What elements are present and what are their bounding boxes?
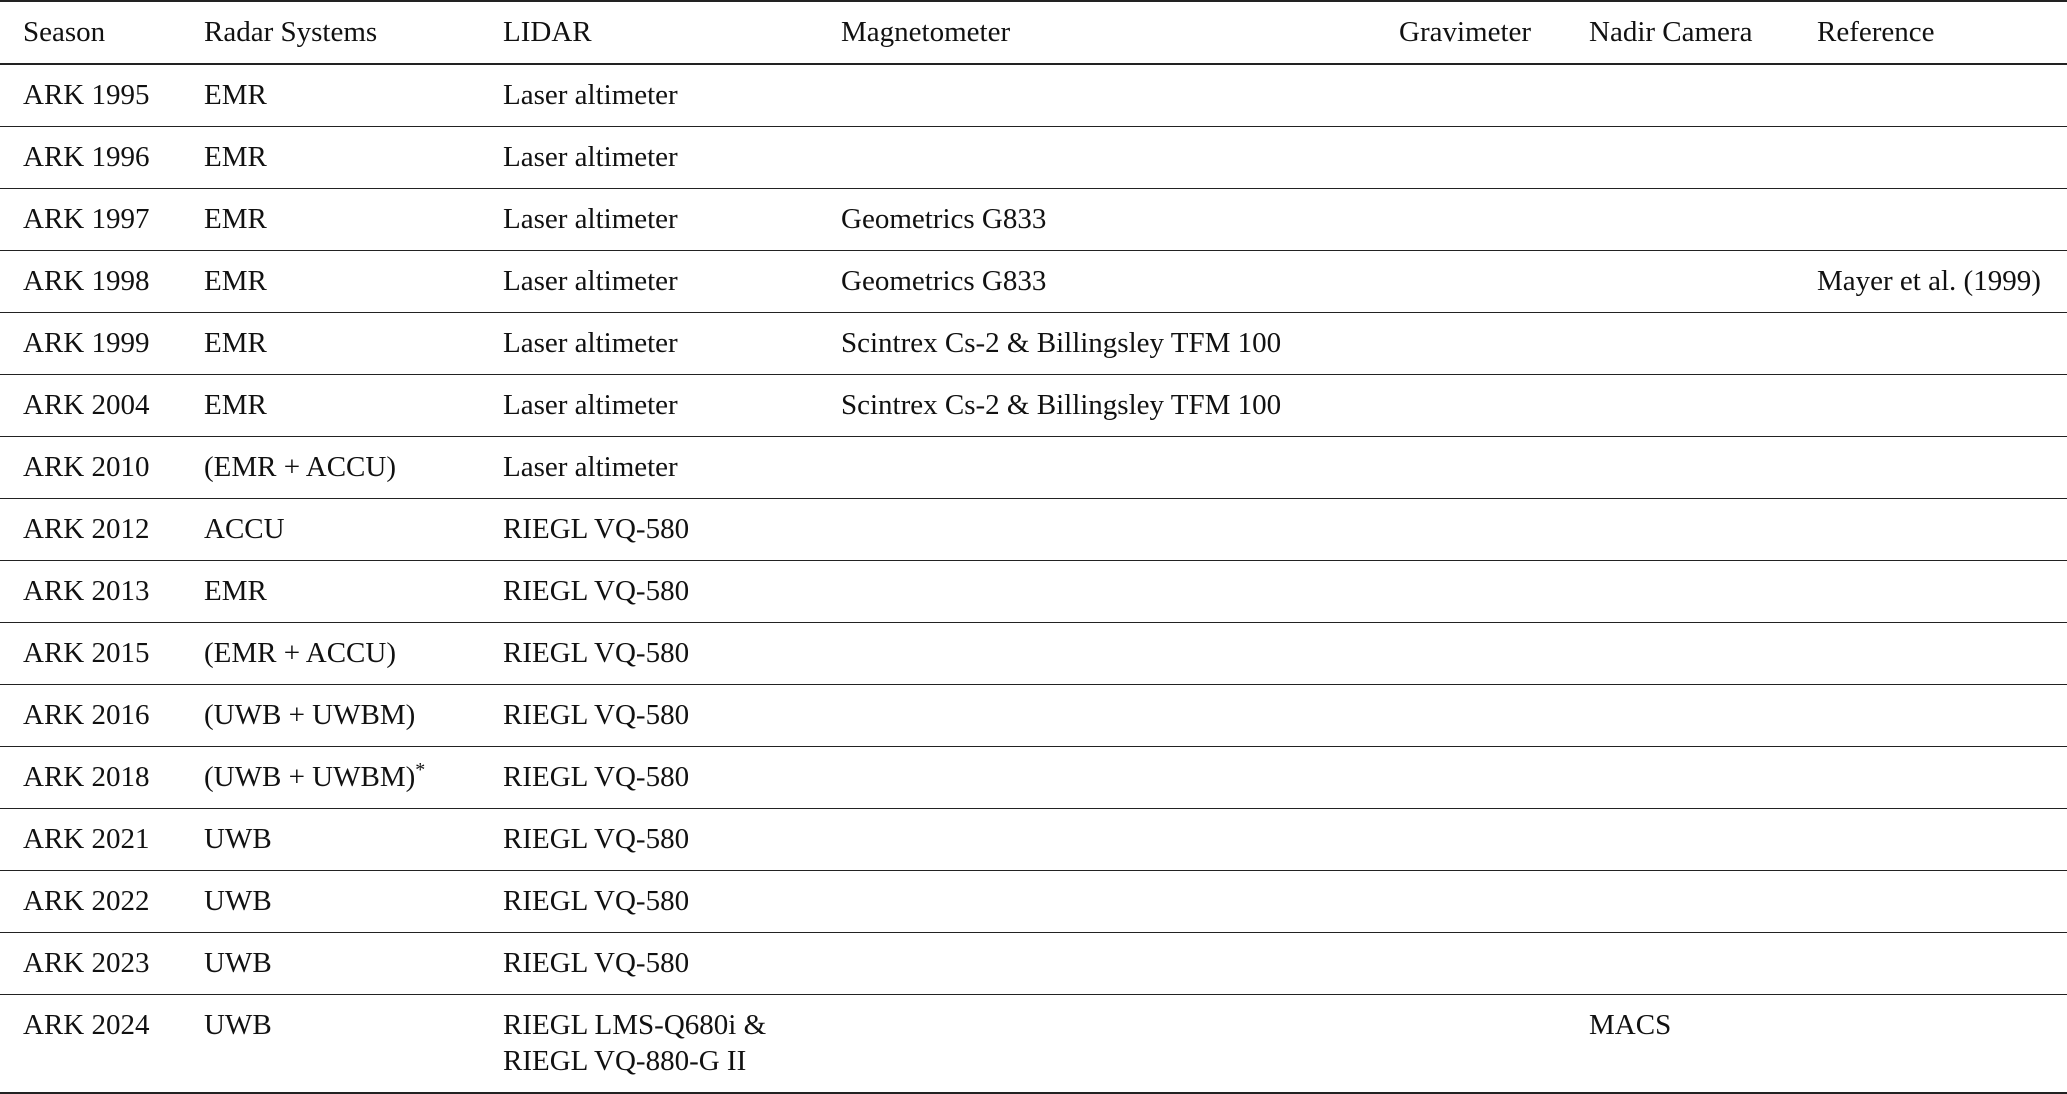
cell-lidar	[480, 313, 818, 375]
header-reference: Reference	[1817, 16, 1935, 48]
cell-gravimeter	[1376, 685, 1566, 747]
cell-radar-systems	[181, 313, 480, 375]
table-row	[0, 251, 2067, 313]
cell-gravimeter	[1376, 499, 1566, 561]
cell-nadir-camera	[1566, 375, 1794, 437]
table-row	[0, 623, 2067, 685]
radar-systems-text: ACCU	[204, 513, 285, 545]
cell-magnetometer	[818, 871, 1376, 933]
table-row	[0, 685, 2067, 747]
cell-nadir-camera	[1566, 561, 1794, 623]
cell-reference	[1794, 809, 2067, 871]
radar-systems-text: UWB	[204, 947, 272, 979]
table-row	[0, 995, 2067, 1094]
cell-gravimeter	[1376, 995, 1566, 1094]
table-row	[0, 499, 2067, 561]
lidar-line: Laser altimeter	[503, 203, 678, 235]
cell-lidar	[480, 623, 818, 685]
radar-systems-text: UWB	[204, 885, 272, 917]
cell-magnetometer	[818, 64, 1376, 127]
lidar-line: RIEGL VQ-580	[503, 761, 690, 793]
cell-reference: Mayer et al. (1999)	[1817, 265, 2041, 297]
cell-magnetometer: Scintrex Cs-2 & Billingsley TFM 100	[841, 327, 1282, 359]
cell-lidar	[480, 437, 818, 499]
cell-lidar	[480, 64, 818, 127]
cell-radar-systems	[181, 623, 480, 685]
lidar-line: Laser altimeter	[503, 79, 678, 111]
cell-lidar	[480, 809, 818, 871]
radar-systems-text: (UWB + UWBM)	[204, 761, 416, 793]
header-lidar: LIDAR	[503, 16, 592, 48]
cell-reference	[1794, 127, 2067, 189]
cell-reference	[1794, 623, 2067, 685]
cell-radar-systems	[181, 64, 480, 127]
cell-lidar	[480, 995, 818, 1094]
cell-season: ARK 2010	[23, 451, 150, 483]
cell-lidar	[480, 127, 818, 189]
radar-systems-text: (EMR + ACCU)	[204, 637, 396, 669]
table-row	[0, 561, 2067, 623]
cell-gravimeter	[1376, 375, 1566, 437]
radar-systems-text: EMR	[204, 575, 267, 607]
footnote-mark: *	[415, 759, 426, 781]
cell-gravimeter	[1376, 64, 1566, 127]
cell-radar-systems	[181, 189, 480, 251]
cell-radar-systems	[181, 933, 480, 995]
cell-gravimeter	[1376, 189, 1566, 251]
cell-season: ARK 2016	[23, 699, 150, 731]
cell-season: ARK 1996	[23, 141, 150, 173]
cell-lidar	[480, 189, 818, 251]
lidar-line: RIEGL VQ-880-G II	[503, 1045, 747, 1077]
cell-radar-systems	[181, 251, 480, 313]
radar-systems-text: (EMR + ACCU)	[204, 451, 396, 483]
cell-season: ARK 1998	[23, 265, 150, 297]
cell-gravimeter	[1376, 747, 1566, 809]
table-row	[0, 809, 2067, 871]
cell-reference	[1794, 375, 2067, 437]
cell-reference	[1794, 499, 2067, 561]
cell-radar-systems	[181, 747, 480, 809]
cell-season: ARK 1997	[23, 203, 150, 235]
cell-lidar	[480, 871, 818, 933]
lidar-line: Laser altimeter	[503, 265, 678, 297]
cell-gravimeter	[1376, 871, 1566, 933]
radar-systems-text: UWB	[204, 823, 272, 855]
cell-radar-systems	[181, 685, 480, 747]
cell-season: ARK 2022	[23, 885, 150, 917]
cell-magnetometer	[818, 127, 1376, 189]
cell-lidar	[480, 375, 818, 437]
header-season: Season	[23, 16, 106, 48]
header-nadir-camera: Nadir Camera	[1589, 16, 1753, 48]
table-body	[0, 64, 2067, 1093]
cell-radar-systems	[181, 995, 480, 1094]
lidar-line: RIEGL VQ-580	[503, 885, 690, 917]
header-gravimeter: Gravimeter	[1399, 16, 1532, 48]
cell-nadir-camera	[1566, 313, 1794, 375]
cell-gravimeter	[1376, 623, 1566, 685]
cell-season: ARK 1995	[23, 79, 150, 111]
radar-systems-text: EMR	[204, 265, 267, 297]
cell-reference	[1794, 189, 2067, 251]
cell-nadir-camera	[1566, 809, 1794, 871]
cell-reference	[1794, 995, 2067, 1094]
cell-lidar	[480, 933, 818, 995]
radar-systems-text: EMR	[204, 203, 267, 235]
cell-season: ARK 2015	[23, 637, 150, 669]
header-row	[0, 1, 2067, 64]
cell-nadir-camera	[1566, 64, 1794, 127]
cell-nadir-camera	[1566, 747, 1794, 809]
cell-season: ARK 2004	[23, 389, 150, 421]
cell-reference	[1794, 561, 2067, 623]
table-row	[0, 437, 2067, 499]
table-row	[0, 313, 2067, 375]
cell-nadir-camera	[1566, 499, 1794, 561]
cell-season: ARK 2013	[23, 575, 150, 607]
cell-reference	[1794, 437, 2067, 499]
cell-magnetometer: Geometrics G833	[841, 203, 1047, 235]
lidar-line: Laser altimeter	[503, 141, 678, 173]
cell-magnetometer	[818, 809, 1376, 871]
cell-gravimeter	[1376, 251, 1566, 313]
cell-nadir-camera: MACS	[1589, 1009, 1672, 1041]
cell-gravimeter	[1376, 809, 1566, 871]
cell-nadir-camera	[1566, 623, 1794, 685]
cell-magnetometer: Geometrics G833	[841, 265, 1047, 297]
cell-lidar	[480, 499, 818, 561]
cell-lidar	[480, 561, 818, 623]
radar-systems-text: EMR	[204, 327, 267, 359]
lidar-line: Laser altimeter	[503, 451, 678, 483]
table-row	[0, 747, 2067, 809]
lidar-line: RIEGL VQ-580	[503, 823, 690, 855]
table-row	[0, 375, 2067, 437]
lidar-line: RIEGL VQ-580	[503, 699, 690, 731]
cell-reference	[1794, 685, 2067, 747]
cell-lidar	[480, 747, 818, 809]
cell-lidar	[480, 685, 818, 747]
cell-reference	[1794, 747, 2067, 809]
cell-reference	[1794, 871, 2067, 933]
cell-radar-systems	[181, 561, 480, 623]
lidar-line: RIEGL VQ-580	[503, 947, 690, 979]
cell-gravimeter	[1376, 437, 1566, 499]
cell-reference	[1794, 64, 2067, 127]
cell-magnetometer	[818, 747, 1376, 809]
cell-magnetometer	[818, 437, 1376, 499]
cell-season: ARK 2024	[23, 1009, 150, 1041]
cell-season: ARK 1999	[23, 327, 150, 359]
radar-systems-text: (UWB + UWBM)	[204, 699, 416, 731]
table-header	[0, 1, 2067, 64]
header-radar-systems: Radar Systems	[204, 16, 378, 48]
lidar-line: RIEGL VQ-580	[503, 637, 690, 669]
cell-nadir-camera	[1566, 685, 1794, 747]
cell-radar-systems	[181, 437, 480, 499]
cell-nadir-camera	[1566, 251, 1794, 313]
cell-magnetometer	[818, 499, 1376, 561]
lidar-line: RIEGL VQ-580	[503, 513, 690, 545]
cell-gravimeter	[1376, 127, 1566, 189]
lidar-line: Laser altimeter	[503, 389, 678, 421]
cell-radar-systems	[181, 127, 480, 189]
cell-nadir-camera	[1566, 871, 1794, 933]
cell-nadir-camera	[1566, 933, 1794, 995]
lidar-line: RIEGL VQ-580	[503, 575, 690, 607]
cell-lidar	[480, 251, 818, 313]
cell-gravimeter	[1376, 933, 1566, 995]
cell-nadir-camera	[1566, 189, 1794, 251]
cell-nadir-camera	[1566, 127, 1794, 189]
cell-season: ARK 2023	[23, 947, 150, 979]
lidar-line: RIEGL LMS-Q680i &	[503, 1009, 767, 1041]
cell-radar-systems	[181, 375, 480, 437]
radar-systems-text: EMR	[204, 389, 267, 421]
cell-radar-systems	[181, 871, 480, 933]
radar-systems-text: EMR	[204, 79, 267, 111]
cell-radar-systems	[181, 809, 480, 871]
cell-magnetometer	[818, 685, 1376, 747]
cell-magnetometer	[818, 933, 1376, 995]
table-row	[0, 871, 2067, 933]
cell-reference	[1794, 933, 2067, 995]
cell-radar-systems	[181, 499, 480, 561]
cell-reference	[1794, 313, 2067, 375]
table-row	[0, 933, 2067, 995]
cell-season: ARK 2018	[23, 761, 150, 793]
table-row	[0, 189, 2067, 251]
cell-nadir-camera	[1566, 437, 1794, 499]
cell-magnetometer: Scintrex Cs-2 & Billingsley TFM 100	[841, 389, 1282, 421]
radar-systems-text: EMR	[204, 141, 267, 173]
radar-systems-text: UWB	[204, 1009, 272, 1041]
table-row	[0, 64, 2067, 127]
cell-gravimeter	[1376, 561, 1566, 623]
header-magnetometer: Magnetometer	[841, 16, 1011, 48]
cell-gravimeter	[1376, 313, 1566, 375]
cell-season: ARK 2012	[23, 513, 150, 545]
table-row	[0, 127, 2067, 189]
cell-magnetometer	[818, 561, 1376, 623]
cell-magnetometer	[818, 623, 1376, 685]
cell-magnetometer	[818, 995, 1376, 1094]
lidar-line: Laser altimeter	[503, 327, 678, 359]
cell-season: ARK 2021	[23, 823, 150, 855]
